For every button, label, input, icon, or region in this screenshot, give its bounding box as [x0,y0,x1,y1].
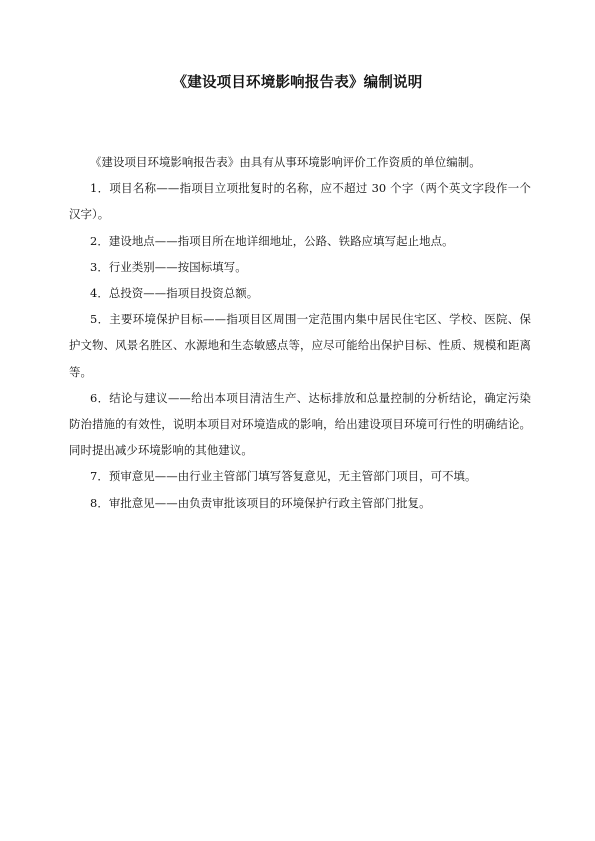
paragraph-item-1: 1．项目名称——指项目立项批复时的名称，应不超过 30 个字（两个英文字段作一个汉字）。 [69,181,531,222]
paragraph-item-4: 4．总投资——指项目投资总额。 [90,286,259,301]
paragraph-item-6: 6．结论与建议——给出本项目清洁生产、达标排放和总量控制的分析结论，确定污染防治措施的有效性，说明本项目对环境造成的影响，给出建设项目环境可行性的明确结论。同时提出减少环境影响的其他建议。 [69,390,531,458]
document-title: 《建设项目环境影响报告表》编制说明 [172,75,423,91]
paragraph-item-2: 2．建设地点——指项目所在地详细地址，公路、铁路应填写起止地点。 [90,233,454,248]
paragraph-item-7: 7．预审意见——由行业主管部门填写答复意见，无主管部门项目，可不填。 [90,469,477,484]
paragraph-intro: 《建设项目环境影响报告表》由具有从事环境影响评价工作资质的单位编制。 [90,155,481,169]
document-body [69,149,531,516]
paragraph-item-5: 5．主要环境保护目标——指项目区周围一定范围内集中居民住宅区、学校、医院、保护文物、风景名胜区、水源地和生态敏感点等，应尽可能给出保护目标、性质、规模和距离等。 [69,312,531,379]
paragraph-item-8: 8．审批意见——由负责审批该项目的环境保护行政主管部门批复。 [90,495,431,510]
paragraph-item-3: 3．行业类别——按国标填写。 [90,259,247,274]
